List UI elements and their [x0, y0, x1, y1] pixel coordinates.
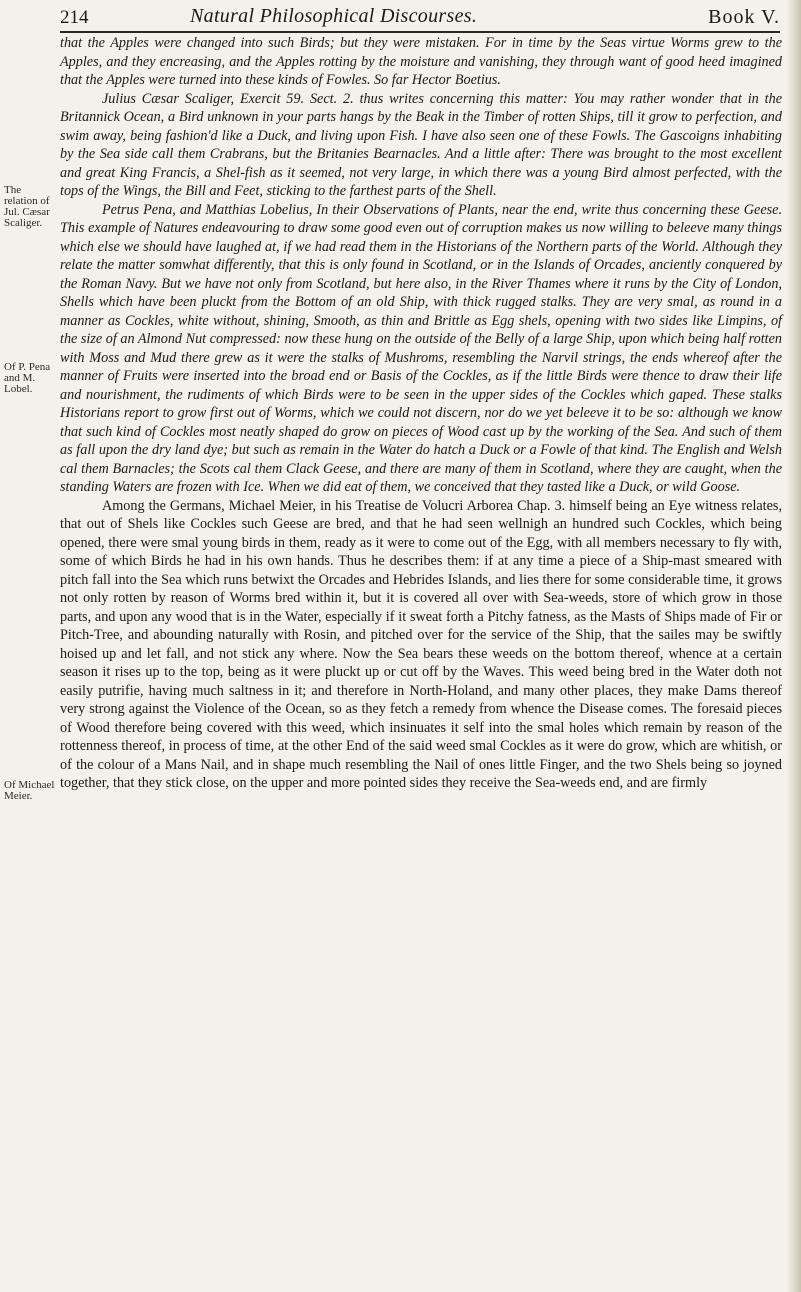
margin-note-meier: Of Michael Meier.	[4, 779, 55, 802]
running-header	[60, 5, 780, 33]
margin-note-relation: The relation of Jul. Cæsar Scaliger.	[4, 184, 50, 229]
page-number: 214	[60, 7, 89, 28]
running-title: Natural Philosophical Discourses.	[190, 5, 478, 27]
paragraph: Julius Cæsar Scaliger, Exercit 59. Sect. 2. thus writes concerning this matter: You may rather wonder that in the Britannick Ocean, a Bird unknown in your parts hangs by the Beak in the Timber of rotten Ships, till it grow to perfection, and swim away, being fashion'd like a Duck, and living upon Fish. I have also seen one of these Fowls. The Gascoigns inhabiting by the Sea side call them Crabrans, but the Britanies Bearnacles. And a little after: There was brought to the most excellent and great King Francis, a Shel-fish as it seemed, not very large, in which there was a young Bird almost perfected, with the tops of the Wings, the Bill and Feet, sticking to the farthest parts of the Shell.	[60, 90, 782, 199]
paragraph: Among the Germans, Michael Meier, in his Treatise de Volucri Arborea Chap. 3. himself being an Eye witness relates, that out of Shels like Cockles such Geese are bred, and that he had seen wellnigh an hundred such Cockles, which being opened, there were smal young birds in them, ready as it were to come out of the Egg, with all members necessary to fly with, some of which Birds he had in his own hands. Thus he describes them: if at any time a piece of a Ship-mast smeared with pitch fall into the Sea which runs betwixt the Orcades and Hebrides Islands, and lies there for some considerable time, it grows not only rotten by reason of Worms bred within it, but it is covered all over with Sea-weeds, store of which grow in those parts, and upon any wood that is in the Water, especially if it sweat forth a Pitchy fatness, as the Masts of Ships made of Fir or Pitch-Tree, and abounding naturally with Rosin, and pitched over for the service of the Ship, that the sailes may be swiftly hoised up and let fall, and not stick any where. Now the Sea bears these weeds on the bottom thereof, whence at a certain season it rises up to the top, being as it were pluckt up or cut off by the Waves. This weed being bred in the Water doth not easily putrifie, having much saltness in it; and therefore in North-Holand, and many other places, they make Dams thereof very strong against the Violence of the Ocean, so as they fetch a remedy from whence the Disease comes. The foresaid pieces of Wood therefore being covered with this weed, which insinuates it self into the smal holes which remain by reason of the rottenness thereof, in process of time, at the other End of the said weed smal Cockles as it were do grow, which are whitish, or of the colour of a Mans Nail, and in shape much resembling the Nail of ones little Finger, and the two Shels being so joyned together, that they stick close, on the upper and more pointed sides they receive the Sea-weeds end, and are firmly	[60, 497, 782, 791]
book-label: Book V.	[708, 6, 780, 28]
paragraph: that the Apples were changed into such Birds; but they were mistaken. For in time by the Seas virtue Worms grew to the Apples, and they encreasing, and the Apples rotting by the moisture and vanishing, they through want of good heed imagined that the Apples were turned into these kinds of Fowles. So far Hector Boetius.	[60, 35, 782, 88]
margin-note-pena: Of P. Pena and M. Lobel.	[4, 361, 51, 395]
body-text	[60, 34, 782, 793]
paragraph: Petrus Pena, and Matthias Lobelius, In their Observations of Plants, near the end, write thus concerning these Geese. This example of Natures endeavouring to draw some good even out of corruption makes us now willing to beleeve many things which else we should have laughed at, if we had read them in the Historians of the Northern parts of the World. Although they relate the matter somwhat differently, that this is only found in Scotland, or in the Islands of Orcades, anciently conquered by the Roman Navy. But we have not only from Scotland, but here also, in the River Thames where it runs by the City of London, Shells which have been pluckt from the Bottom of an old Ship, with thick rugged stalks. They are very smal, as round in a manner as Cockles, white without, shining, Smooth, as thin and Brittle as Egg shels, opening with two sides like Limpins, of the size of an Almond Nut compressed: now these hung on the outside of the Belly of a large Ship, upon which being half rotten with Moss and Mud there grew as it were the stalks of Mushroms, resembling the Narvil strings, the ends whereof after the manner of Fruits were inserted into the broad end or Basis of the Cockles, as if the little Birds were thence to draw their life and nourishment, the rudiments of which Birds were to be seen in the upper sides of the Cockles which gaped. These stalks Historians report to grow first out of Worms, which we could not discern, nor do we yet beleeve it to be so: although we know that such kind of Cockles most neatly shaped do grow on pieces of Wood cast up by the working of the Sea. And such of them as fall upon the dry land dye; but such as remain in the Water do hatch a Duck or a Fowle of that kind. The English and Welsh cal them Barnacles; the Scots cal them Clack Geese, and there are many of them in Scotland, where they are caught, when the standing Waters are frozen with Ice. When we did eat of them, we conceived that they tasted like a Duck, or wild Goose.	[60, 201, 782, 495]
page-edge-shadow	[787, 0, 801, 1292]
